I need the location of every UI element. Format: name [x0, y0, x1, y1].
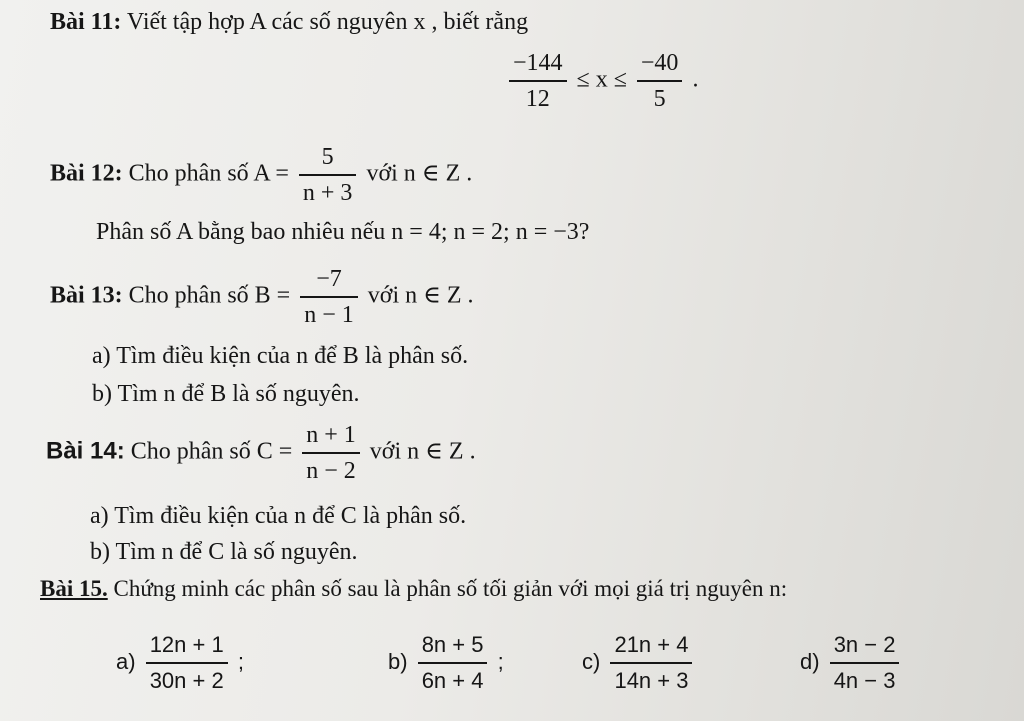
bai12-pre: Cho phân số A = — [128, 160, 289, 187]
fraction-denominator: 12 — [525, 86, 550, 112]
item-prefix: c) — [582, 648, 601, 674]
bai12-line2: Phân số A bằng bao nhiêu nếu n = 4; n = 2; n = −3? — [96, 219, 590, 245]
bai13-part-b — [92, 380, 360, 408]
item-fraction — [610, 630, 692, 696]
fraction-denominator: n + 3 — [302, 180, 353, 206]
item-prefix: a) — [116, 648, 136, 674]
bai13-pre: Cho phân số B = — [128, 282, 291, 309]
fraction-numerator: −40 — [640, 50, 679, 76]
bai13-a-text: a) Tìm điều kiện của n để B là phân số. — [92, 343, 469, 369]
bai12-fraction — [299, 142, 357, 208]
fraction-denominator: 14n + 3 — [614, 668, 689, 693]
bai14-a-text: a) Tìm điều kiện của n để C là phân số. — [90, 503, 467, 529]
bai11-label: Bài 11: — [50, 9, 122, 35]
fraction-denominator: 6n + 4 — [421, 668, 484, 693]
bai13-fraction — [300, 264, 358, 330]
bai11-fraction-1 — [509, 48, 567, 114]
bai11-fraction-2 — [637, 48, 683, 114]
fraction-numerator: −144 — [513, 50, 563, 76]
fraction-numerator: 21n + 4 — [614, 632, 689, 657]
fraction-numerator: 3n − 2 — [833, 632, 896, 657]
fraction-denominator: 30n + 2 — [149, 668, 224, 693]
bai14-part-b — [90, 538, 358, 566]
bai11-line — [50, 8, 528, 36]
bai15-text: Chứng minh các phân số sau là phân số tối giản với mọi giá trị nguyên n: — [113, 576, 788, 601]
bai13-line — [50, 264, 474, 330]
bai12-post: với n ∈ Z . — [366, 160, 473, 187]
bai14-post: với n ∈ Z . — [369, 438, 476, 465]
bai14-label: Bài 14: — [46, 437, 125, 465]
bai13-post: với n ∈ Z . — [367, 282, 474, 309]
fraction-denominator: 5 — [653, 86, 666, 112]
fraction-numerator: 5 — [321, 144, 334, 170]
item-suffix: ; — [237, 648, 244, 674]
fraction-denominator: 4n − 3 — [833, 668, 896, 693]
bai14-b-text: b) Tìm n để C là số nguyên. — [90, 539, 358, 565]
fraction-denominator: n − 1 — [304, 302, 354, 328]
bai11-period: . — [692, 66, 699, 93]
bai15-item-c — [582, 630, 696, 696]
bai14-part-a — [90, 502, 466, 530]
bai11-inequality-middle: ≤ x ≤ — [576, 66, 627, 93]
bai15-item-a — [116, 630, 244, 696]
bai15-line — [40, 575, 787, 603]
bai13-label: Bài 13: — [50, 282, 123, 309]
bai12-label: Bài 12: — [50, 160, 123, 187]
item-fraction — [146, 630, 228, 696]
bai14-fraction — [302, 420, 360, 486]
bai13-b-text: b) Tìm n để B là số nguyên. — [92, 381, 360, 407]
bai15-label: Bài 15. — [40, 576, 108, 601]
bai11-text: Viết tập hợp A các số nguyên x , biết rằng — [126, 9, 529, 35]
fraction-denominator: n − 2 — [306, 458, 356, 484]
bai12-question — [96, 218, 589, 246]
item-suffix: ; — [497, 648, 504, 674]
item-fraction — [418, 630, 488, 696]
fraction-numerator: 12n + 1 — [149, 632, 224, 657]
fraction-numerator: n + 1 — [306, 422, 356, 448]
item-prefix: d) — [800, 648, 820, 674]
bai11-inequality — [505, 48, 698, 114]
bai14-line — [46, 420, 476, 486]
item-fraction — [830, 630, 900, 696]
bai15-item-d — [800, 630, 903, 696]
bai12-line — [50, 142, 472, 208]
bai14-pre: Cho phân số C = — [130, 438, 293, 465]
item-prefix: b) — [388, 648, 408, 674]
bai13-part-a — [92, 342, 468, 370]
fraction-numerator: −7 — [316, 266, 342, 292]
fraction-numerator: 8n + 5 — [421, 632, 484, 657]
bai15-item-b — [388, 630, 504, 696]
